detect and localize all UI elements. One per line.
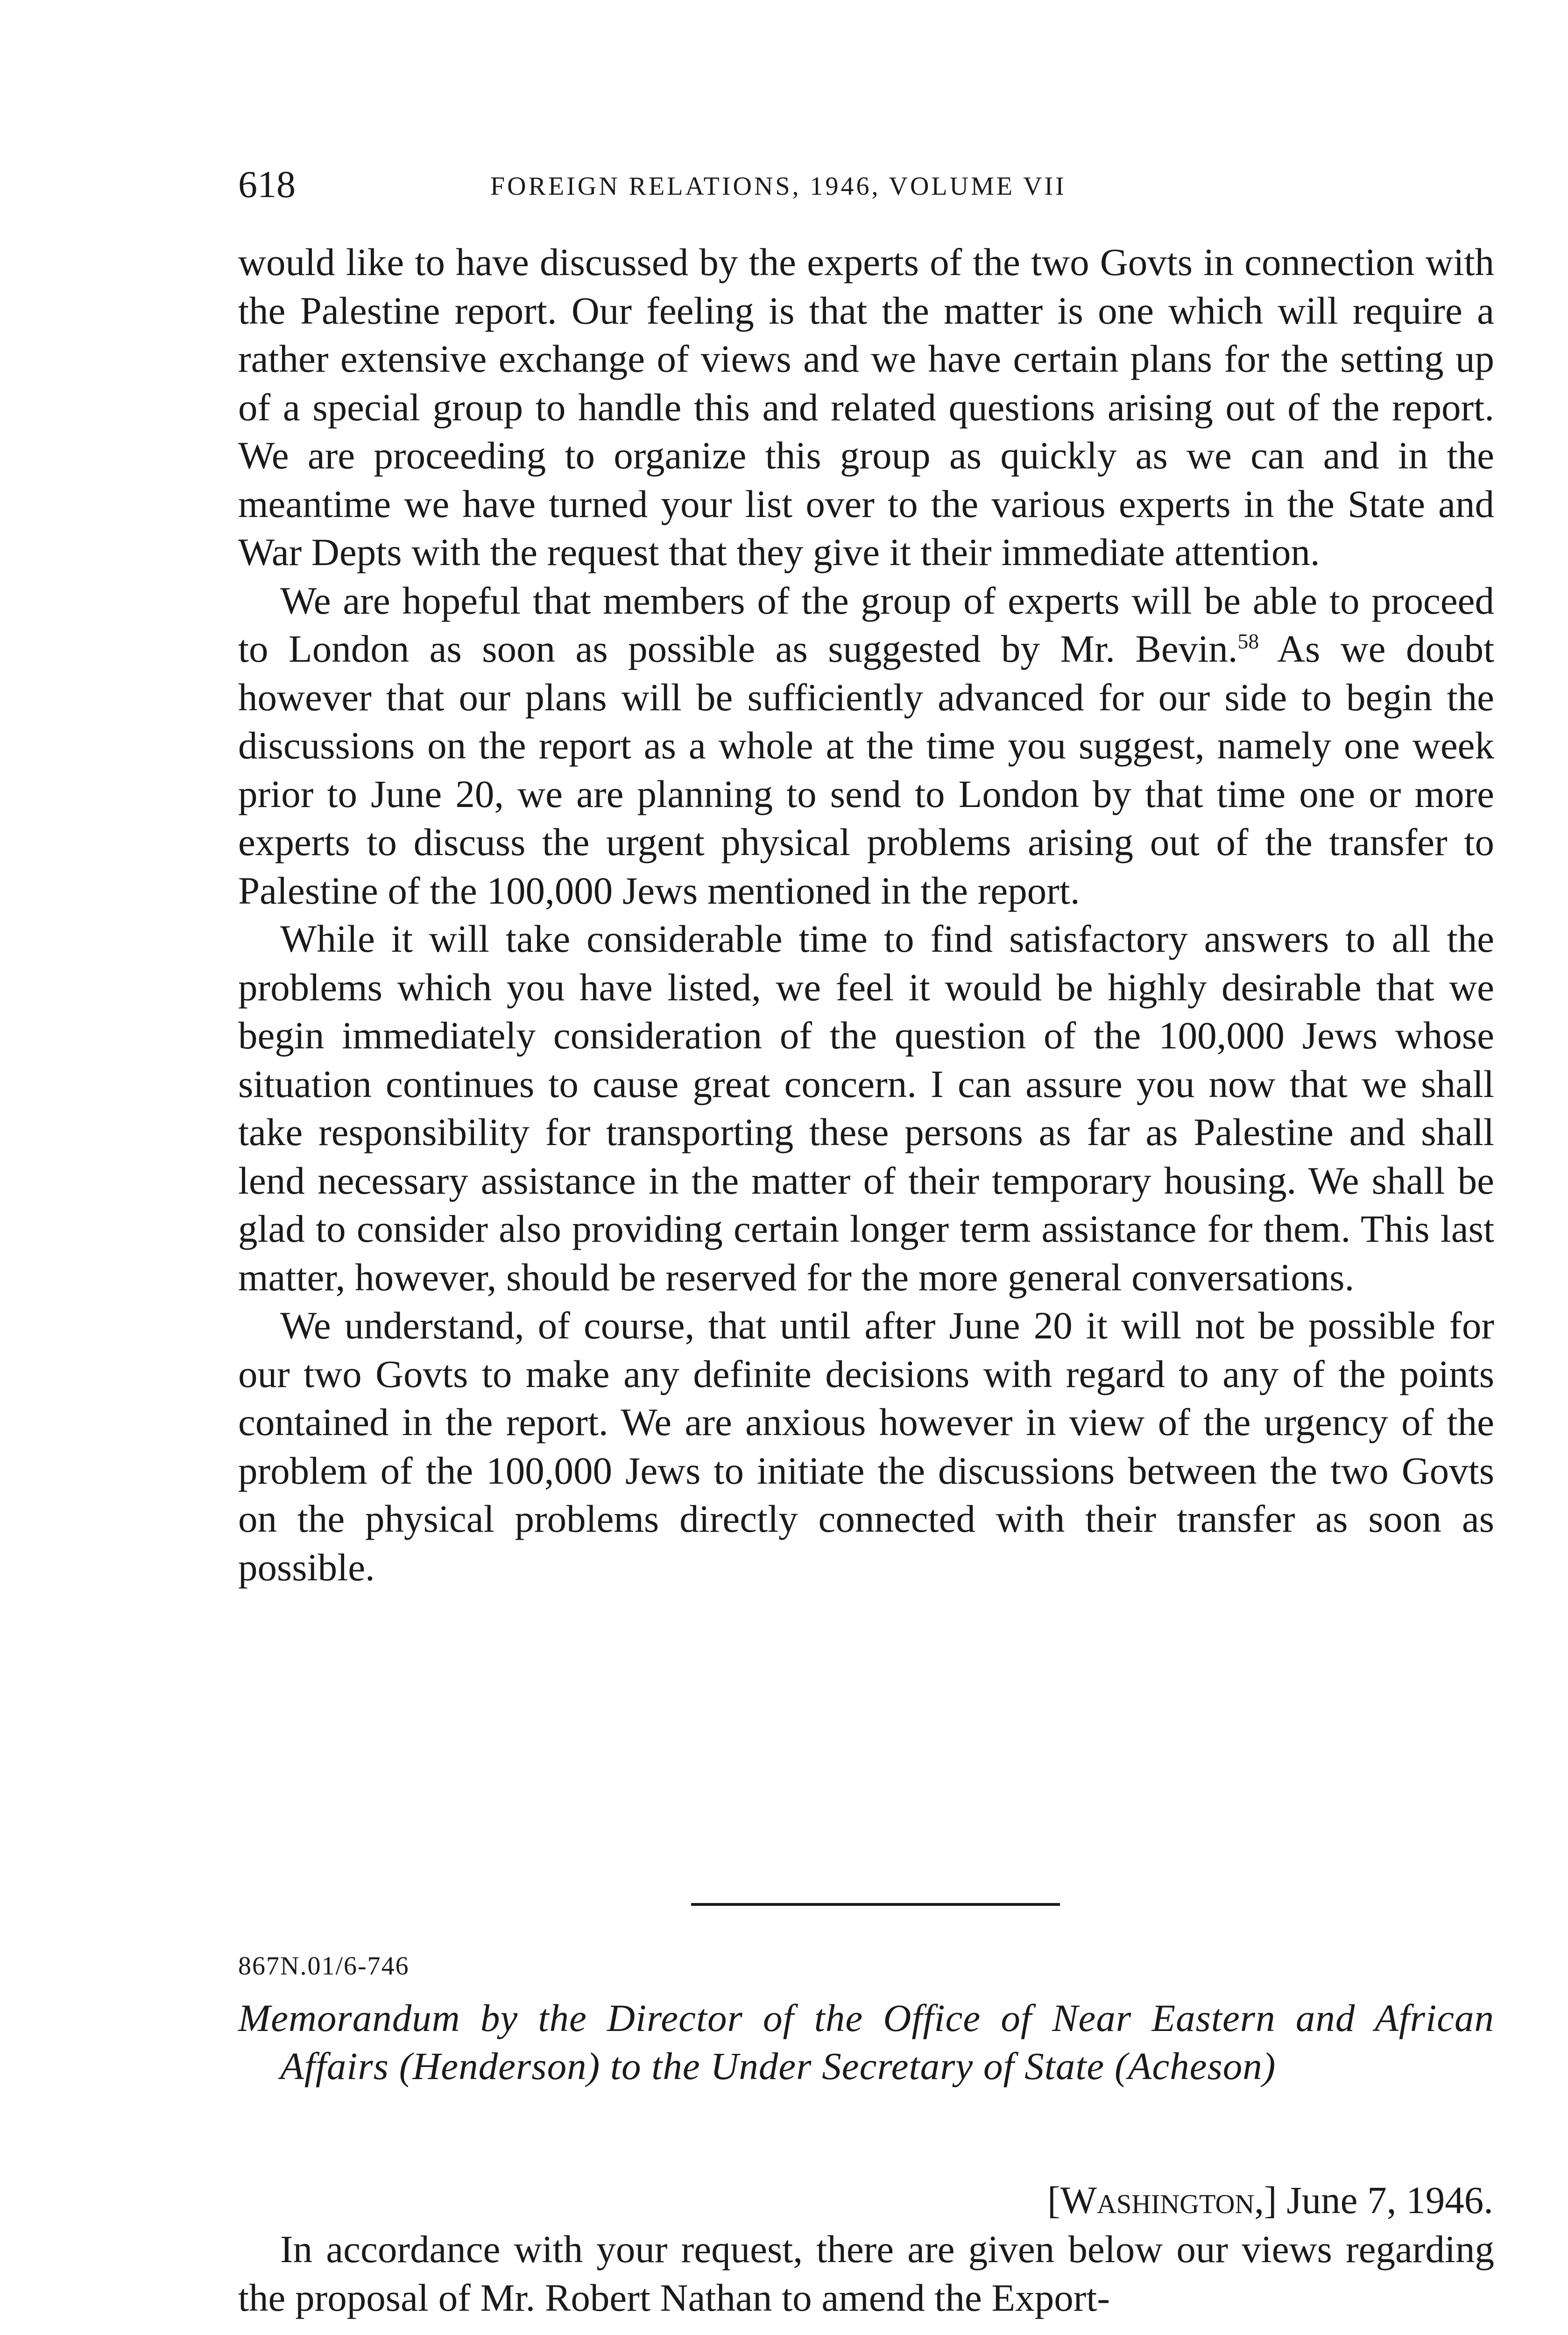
dateline <box>1047 2176 1493 2224</box>
memorandum-body <box>238 2225 1494 2322</box>
dateline-date: June 7, 1946. <box>1277 2179 1493 2222</box>
paragraph-2 <box>238 577 1494 915</box>
running-head-title: FOREIGN RELATIONS, 1946, VOLUME VII <box>490 172 1067 201</box>
paragraph-2-text-a: We are hopeful that members of the group of experts will be able to proceed to London as soon as possible as suggested by Mr. Bevin. <box>238 579 1494 670</box>
dateline-place: [Washington,] <box>1047 2179 1277 2222</box>
footnote-reference[interactable]: 58 <box>1237 629 1259 653</box>
memorandum-opening: In accordance with your request, there are given below our views regarding the proposal of Mr. Robert Nathan to amend the Export- <box>238 2228 1494 2319</box>
paragraph-1: would like to have discussed by the experts of the two Govts in connection with the Palestine report. Our feeling is that the matter is one which will require a rather extensive exchange of views and we have certain plans for the setting up of a special group to handle this and related questions arising out of the report. We are proceeding to organize this group as quickly as we can and in the meantime we have turned your list over to the various experts in the State and War Depts with the request that they give it their immediate attention. <box>238 241 1494 573</box>
page-number: 618 <box>238 163 296 205</box>
paragraph-2-text-b: As we doubt however that our plans will be sufficiently advanced for our side to begin the discussions on the report as a whole at the time you suggest, namely one week prior to June 20, we are planning to send to London by that time one or more experts to discuss the urgent physical problems arising out of the transfer to Palestine of the 100,000 Jews mentioned in the report. <box>238 627 1495 912</box>
document-title: Memorandum by the Director of the Office of Near Eastern and African Affairs (Henderson) to the Under Secretary of State (Acheson) <box>238 1996 1494 2087</box>
running-head <box>238 161 1499 212</box>
paragraph-3: While it will take considerable time to find satisfactory answers to all the problems which you have listed, we feel it would be highly desirable that we begin immediately consideration of the question of the 100,000 Jews whose situation continues to cause great concern. I can assure you now that we shall take responsibility for transporting these persons as far as Palestine and shall lend necessary assistance in the matter of their temporary housing. We shall be glad to consider also providing certain longer term assistance for them. This last matter, however, should be reserved for the more general conversations. <box>238 917 1494 1299</box>
letter-body <box>238 238 1494 1592</box>
file-number: 867N.01/6-746 <box>238 1952 410 1981</box>
paragraph-4: We understand, of course, that until after June 20 it will not be possible for our two Govts to make any definite decisions with regard to any of the points contained in the report. We are anxious however in view of the urgency of the problem of the 100,000 Jews to initiate the discussions between the two Govts on the physical problems directly connected with their transfer as soon as possible. <box>238 1304 1494 1589</box>
section-divider <box>691 1903 1060 1906</box>
